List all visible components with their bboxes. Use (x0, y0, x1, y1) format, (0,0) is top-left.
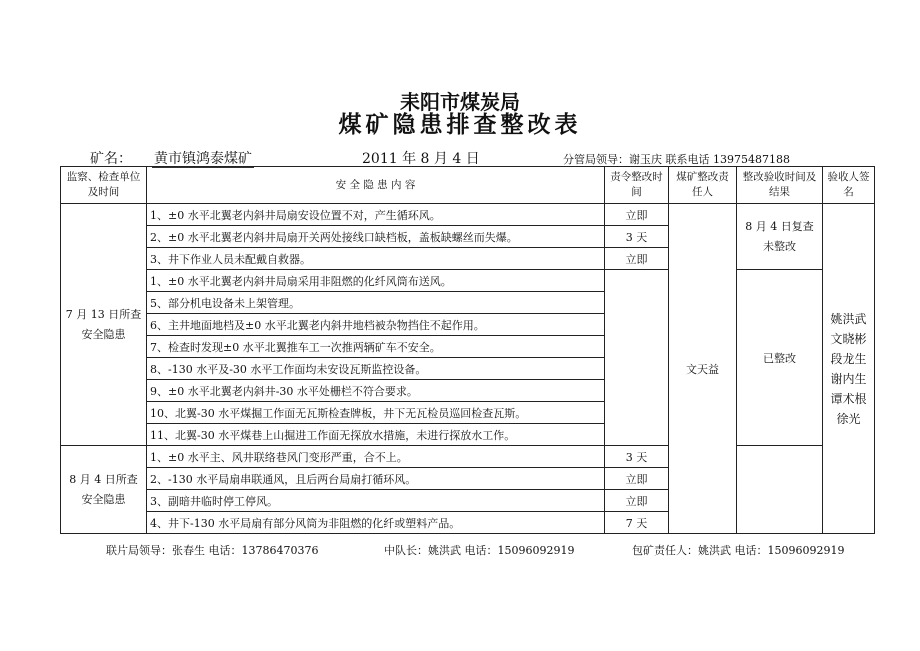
deadline-cell: 立即 (605, 248, 669, 270)
footer-mine-responsible: 包矿责任人：姚洪武 电话：15096092919 (632, 544, 845, 557)
table-row: 8、-130 水平及-30 水平工作面均未安设瓦斯监控设备。 (147, 358, 605, 380)
header-unit: 监察、检查单位及时间 (61, 167, 147, 204)
deadline-cell: 立即 (605, 490, 669, 512)
table-row: 1、±0 水平主、风井联络巷风门变形严重，合不上。 (147, 446, 605, 468)
group2-unit: 8 月 4 日所查安全隐患 (61, 446, 147, 534)
recheck-result: 8 月 4 日复查未整改 (737, 204, 823, 270)
table-row: 3、副暗井临时停工停风。 (147, 490, 605, 512)
acceptance-empty (737, 446, 823, 534)
footer-captain: 中队长：姚洪武 电话：15096092919 (384, 544, 575, 557)
table-row: 2、±0 水平北翼老内斜井局扇开关两处接线口缺档板，盖板缺螺丝而失爆。 (147, 226, 605, 248)
table-row: 3、井下作业人员未配戴自救器。 (147, 248, 605, 270)
report-date: 2011 年 8 月 4 日 (362, 151, 480, 167)
deadline-cell: 立即 (605, 204, 669, 226)
table-row: 9、±0 水平北翼老内斜井-30 水平处栅栏不符合要求。 (147, 380, 605, 402)
mine-name: 黄市镇鸿泰煤矿 (154, 151, 252, 167)
header-signature: 验收人签名 (823, 167, 875, 204)
deadline-cell: 立即 (605, 468, 669, 490)
hazard-table (60, 166, 875, 534)
table-row: 5、部分机电设备未上架管理。 (147, 292, 605, 314)
footer-liaison: 联片局领导：张春生 电话：13786470376 (106, 544, 319, 557)
table-row: 4、井下-130 水平局扇有部分风筒为非阻燃的化纤或塑料产品。 (147, 512, 605, 534)
deadline-cell: 3 天 (605, 446, 669, 468)
signer-names: 姚洪武 文晓彬 段龙生 谢内生 谭术根 徐光 (823, 204, 875, 534)
table-row: 1、±0 水平北翼老内斜井局扇采用非阻燃的化纤风筒布送风。 (147, 270, 605, 292)
header-content: 安 全 隐 患 内 容 (147, 167, 605, 204)
header-responsible: 煤矿整改责任人 (669, 167, 737, 204)
responsible-person: 文天益 (669, 204, 737, 534)
mine-label: 矿名： (90, 151, 132, 167)
table-row: 2、-130 水平局扇串联通风，且后两台局扇打循环风。 (147, 468, 605, 490)
deadline-cell: 7 天 (605, 512, 669, 534)
supervisor-info: 分管局领导：谢玉庆 联系电话 13975487188 (563, 153, 790, 166)
table-row: 11、北翼-30 水平煤巷上山掘进工作面无探放水措施，未进行探放水工作。 (147, 424, 605, 446)
header-acceptance: 整改验收时间及结果 (737, 167, 823, 204)
table-row: 7、检查时发现±0 水平北翼推车工一次推两辆矿车不安全。 (147, 336, 605, 358)
form-title: 煤矿隐患排查整改表 (338, 112, 582, 138)
bureau-title: 耒阳市煤炭局 (400, 90, 520, 114)
table-row: 1、±0 水平北翼老内斜井局扇安设位置不对，产生循环风。 (147, 204, 605, 226)
table-row: 10、北翼-30 水平煤掘工作面无瓦斯检查牌板，井下无瓦检员巡回检查瓦斯。 (147, 402, 605, 424)
group1-unit: 7 月 13 日所查安全隐患 (61, 204, 147, 446)
deadline-cell (605, 270, 669, 446)
deadline-cell: 3 天 (605, 226, 669, 248)
done-result: 已整改 (737, 270, 823, 446)
table-row: 6、主井地面地档及±0 水平北翼老内斜井地档被杂物挡住不起作用。 (147, 314, 605, 336)
header-deadline: 责令整改时间 (605, 167, 669, 204)
